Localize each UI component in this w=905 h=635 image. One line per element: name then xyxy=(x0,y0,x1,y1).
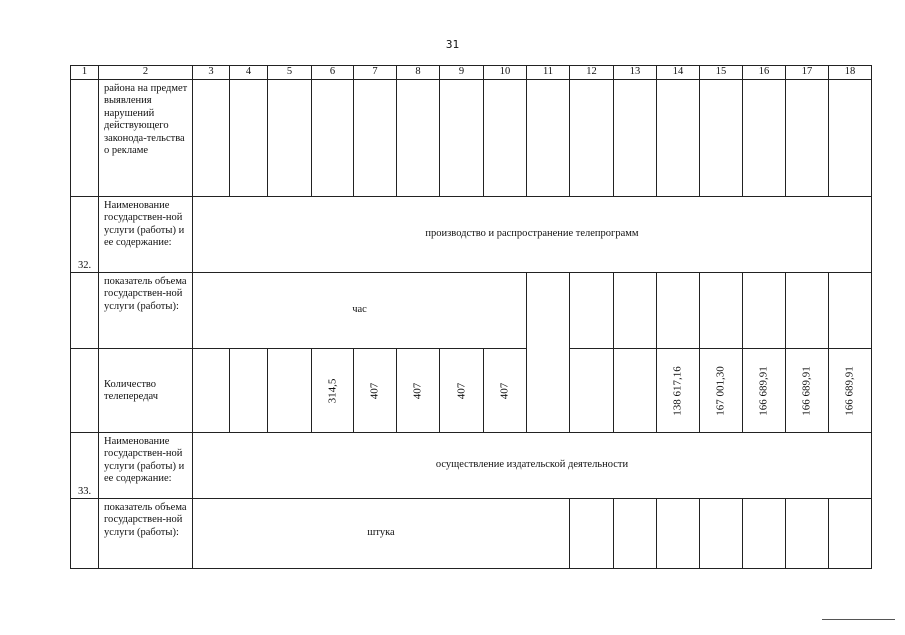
header-col-11: 11 xyxy=(527,66,570,80)
header-col-17: 17 xyxy=(786,66,829,80)
value-col-7: 407 xyxy=(368,382,381,399)
row-number-32: 32. xyxy=(71,197,99,273)
unit-label-piece: штука xyxy=(193,499,570,569)
header-col-10: 10 xyxy=(484,66,527,80)
header-col-9: 9 xyxy=(440,66,484,80)
row-number-33: 33. xyxy=(71,433,99,499)
table-row xyxy=(71,433,872,499)
header-col-3: 3 xyxy=(193,66,230,80)
value-col-8: 407 xyxy=(411,382,424,399)
value-col-6: 314,5 xyxy=(326,378,339,403)
header-col-8: 8 xyxy=(397,66,440,80)
header-row xyxy=(71,66,872,80)
unit-label-hour: час xyxy=(193,273,527,349)
header-col-7: 7 xyxy=(354,66,397,80)
table-row xyxy=(71,80,872,197)
table-row xyxy=(71,273,872,349)
row-description: района на предмет выявления нарушений действующего законода-тельства о рекламе xyxy=(99,80,193,197)
page-number: 31 xyxy=(445,38,460,51)
header-col-18: 18 xyxy=(829,66,872,80)
header-col-15: 15 xyxy=(700,66,743,80)
header-col-14: 14 xyxy=(657,66,700,80)
header-col-12: 12 xyxy=(570,66,614,80)
value-col-15: 167 001,30 xyxy=(714,365,727,416)
table-row xyxy=(71,349,872,433)
header-col-4: 4 xyxy=(230,66,268,80)
table-row xyxy=(71,499,872,569)
row-description: Количество телепередач xyxy=(99,349,193,433)
header-col-6: 6 xyxy=(312,66,354,80)
row-description: Наименование государствен-ной услуги (работы) и ее содержание: xyxy=(99,433,193,499)
value-col-18: 166 689,91 xyxy=(843,365,856,416)
value-col-10: 407 xyxy=(498,382,511,399)
service-name-33: осуществление издательской деятельности xyxy=(193,433,872,499)
header-col-16: 16 xyxy=(743,66,786,80)
row-description: показатель объема государствен-ной услуги (работы): xyxy=(99,499,193,569)
header-col-2: 2 xyxy=(99,66,193,80)
row-number-cell xyxy=(71,80,99,197)
value-col-17: 166 689,91 xyxy=(800,365,813,416)
services-table xyxy=(70,65,872,569)
page-corner-line xyxy=(822,619,895,620)
value-col-9: 407 xyxy=(455,382,468,399)
value-col-16: 166 689,91 xyxy=(757,365,770,416)
row-description: показатель объема государствен-ной услуги (работы): xyxy=(99,273,193,349)
header-col-5: 5 xyxy=(268,66,312,80)
value-col-14: 138 617,16 xyxy=(671,365,684,416)
header-col-1: 1 xyxy=(71,66,99,80)
table-row xyxy=(71,197,872,273)
header-col-13: 13 xyxy=(614,66,657,80)
service-name-32: производство и распространение телепрограмм xyxy=(193,197,872,273)
row-description: Наименование государствен-ной услуги (работы) и ее содержание: xyxy=(99,197,193,273)
